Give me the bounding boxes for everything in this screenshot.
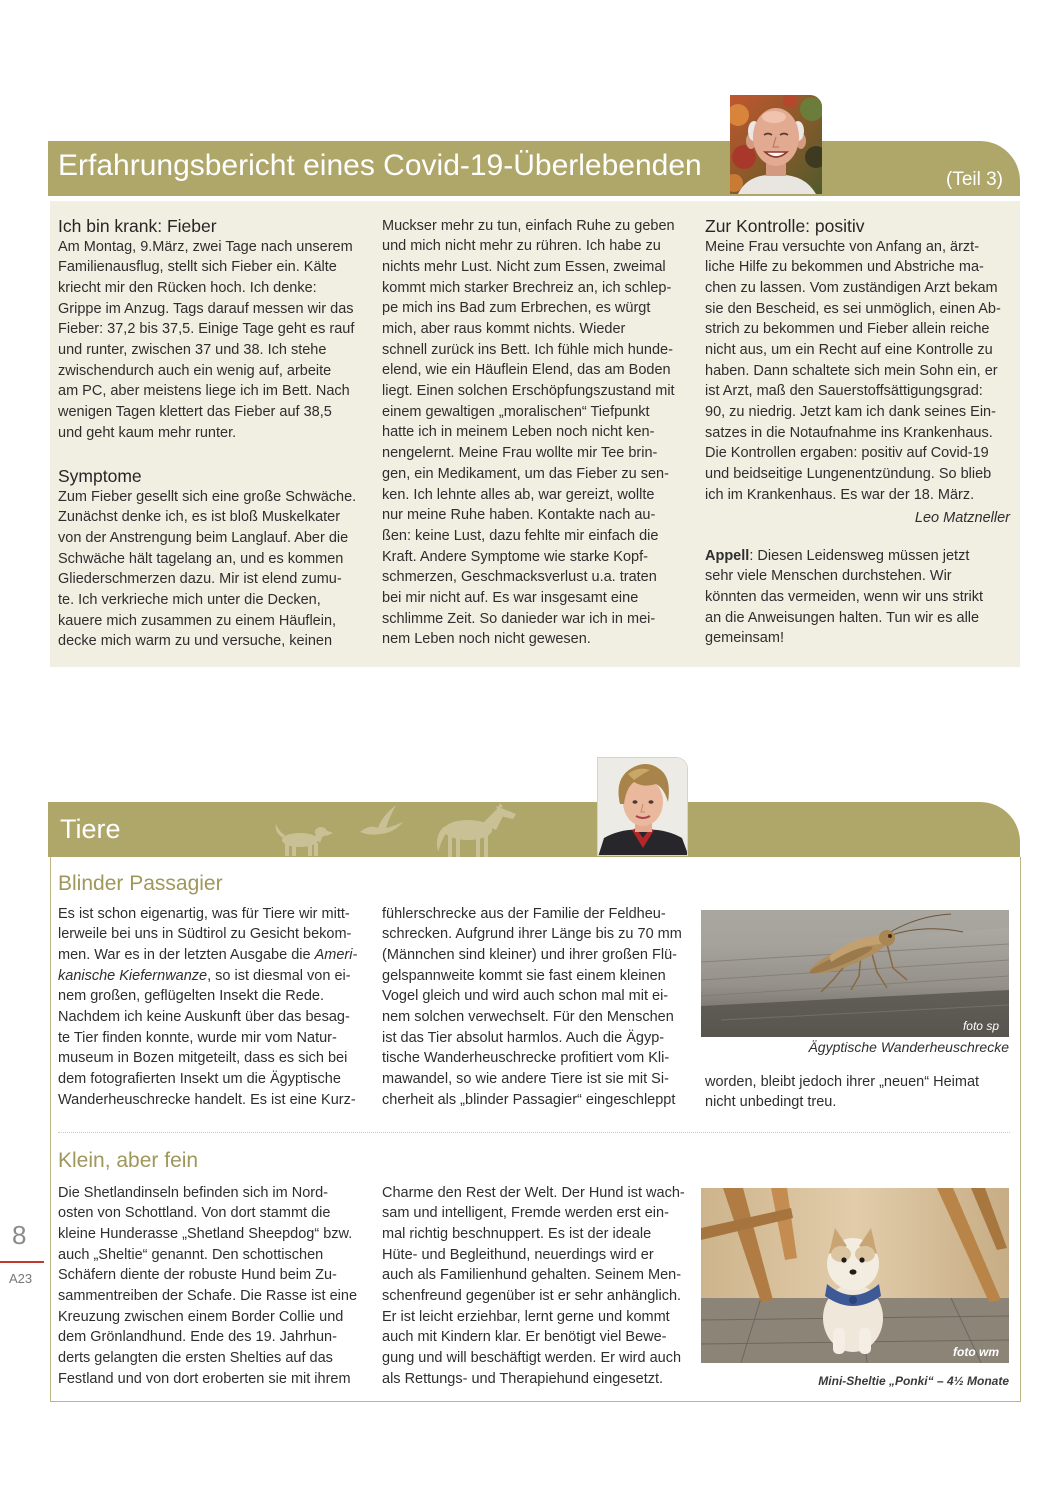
text-line: nichts mehr Lust. Nicht zum Essen, zweimal <box>382 258 666 275</box>
text-line: pe mich ins Bad zum Erbrechen, es würgt <box>382 300 651 317</box>
text-line: einem gewaltigen „moralischen“ Tiefpunkt <box>382 403 650 420</box>
text-line: nicht aus, um ein Recht auf eine Kontrolle zu <box>705 341 993 358</box>
text-line: Es ist schon eigenartig, was für Tiere wir mitt- <box>58 905 350 922</box>
text-line: Kreuzung zwischen einem Border Collie und <box>58 1308 344 1325</box>
text-line: mawandel, so wie andere Tiere ist sie mit Si- <box>382 1071 669 1087</box>
paragraph-symptoms <box>58 487 363 653</box>
text-line: und geht kaum mehr runter. <box>58 424 237 441</box>
text-line: mal richtig beschnuppert. Es ist der ideale <box>382 1225 652 1242</box>
article-heading-small-but-fine: Klein, aber fein <box>58 1149 199 1172</box>
text-line: mich, aber raus kommt nichts. Wieder <box>382 321 626 338</box>
text-line <box>58 945 363 966</box>
text-line: kommt mich starker Brechreiz an, ich schlep- <box>382 279 672 296</box>
photo-caption-sheltie: Mini-Sheltie „Ponki“ – 4½ Monate <box>818 1374 1009 1388</box>
text-line: Fieber: 37,2 bis 37,5. Einige Tage geht es rauf <box>58 321 355 338</box>
italic-text: kanische Kiefernwanze <box>58 967 208 984</box>
sheltie-puppy-photo <box>701 1188 1009 1363</box>
photo-credit: foto sp <box>962 1019 999 1033</box>
text-line: elend, wie ein Häuflein Elend, das am Boden <box>382 362 671 379</box>
text-line: lerweile bei uns in Südtirol zu Gesicht bekom- <box>58 926 352 943</box>
text-line: Am Montag, 9.März, zwei Tage nach unserem <box>58 238 353 255</box>
text-line: nem großen, geflügelten Insekt die Rede. <box>58 988 324 1005</box>
text-line: Hüte- und Begleithund, neuerdings wird er <box>382 1246 654 1263</box>
covid-article-title: Erfahrungsbericht eines Covid-19-Überlebenden <box>58 149 702 182</box>
text-line: decke mich warm zu und versuche, keinen <box>58 633 333 650</box>
text-line: hatte ich in meinem Leben noch nicht ken- <box>382 424 655 441</box>
text-line: ken. Ich lehnte alles ab, war gereizt, wollte <box>382 486 655 503</box>
text-line: dem Grönlandhund. Ende des 19. Jahrhun- <box>58 1329 337 1346</box>
text-line: Meine Frau versuchte von Anfang an, ärzt- <box>705 238 980 255</box>
section-heading-fever: Ich bin krank: Fieber <box>58 215 217 236</box>
text-line: Die Kontrollen ergaben: positiv auf Covid-19 <box>705 445 989 462</box>
paragraph-grasshopper-2 <box>382 904 687 1111</box>
text-line: Zunächst denke ich, es ist bloß Muskelkater <box>58 509 341 526</box>
section-heading-symptoms: Symptome <box>58 465 142 486</box>
article-separator <box>58 1132 1010 1133</box>
paragraph-grasshopper-1 <box>58 904 363 1111</box>
author-signature: Leo Matzneller <box>914 509 1010 526</box>
text-line: chen zu lassen. Vom zuständigen Arzt bekam <box>705 279 998 296</box>
text-line: nicht unbedingt treu. <box>705 1094 837 1111</box>
text-line: schrecken. Aufgrund ihrer Länge bis zu 70 mm <box>382 926 682 943</box>
text-line: sehr viele Menschen durchstehen. Wir <box>705 568 952 585</box>
text-line: wenigen Tagen klettert das Fieber auf 38,5 <box>58 404 332 420</box>
text-line: Schäfern diente der robuste Hund beim Zu- <box>58 1267 337 1284</box>
paragraph-fever <box>58 237 363 444</box>
text-line: Kraft. Andere Symptome wie starke Kopf- <box>382 548 648 565</box>
text-line: nem Leben noch nicht gewesen. <box>382 631 591 648</box>
text-line: ich im Krankenhaus. Es war der 18. März. <box>705 486 975 503</box>
animal-silhouettes-decoration <box>270 802 530 857</box>
text-line: gen, ein Medikament, um das Fieber zu sen- <box>382 465 669 482</box>
text-line: dem fotografierten Insekt um die Ägyptische <box>58 1071 341 1087</box>
text-line: Die Shetlandinseln befinden sich im Nord- <box>58 1184 329 1201</box>
text-line: fühlerschrecke aus der Familie der Feldheu- <box>382 905 666 922</box>
text-line: schnell zurück ins Bett. Ich fühle mich hunde- <box>382 341 673 358</box>
text-line: gung und will beschäftigt werden. Er wird auch <box>382 1350 682 1366</box>
text-line: von der Anstrengung beim Langlauf. Aber die <box>58 529 349 546</box>
text-line: auch mit Kindern klar. Er benötigt viel Bewe- <box>382 1329 667 1346</box>
grasshopper-image <box>701 910 1009 1037</box>
section-heading-test: Zur Kontrolle: positiv <box>705 215 865 236</box>
text-line: Muckser mehr zu tun, einfach Ruhe zu geben <box>382 217 675 234</box>
text-line: Grippe im Anzug. Tags darauf messen wir das <box>58 300 354 317</box>
text-segment: men. War es in der letzten Ausgabe die <box>58 946 315 963</box>
text-line: am PC, aber meistens liege ich im Bett. Nach <box>58 383 350 400</box>
paragraph-appeal <box>705 546 1010 649</box>
text-line: bei mir nicht auf. Es war insgesamt eine <box>382 589 639 606</box>
text-line: Er ist leicht erziehbar, lernt gerne und kommt <box>382 1308 670 1325</box>
text-line: kleine Hunderasse „Shetland Sheepdog“ bzw. <box>58 1225 353 1242</box>
page-number: 8 <box>12 1220 27 1250</box>
text-line: Festland und von dort eroberten sie mit ihrem <box>58 1370 351 1387</box>
text-line: könnten das vermeiden, wenn wir uns strikt <box>705 588 984 605</box>
text-line: und mich nicht mehr zu rühren. Ich habe zu <box>382 238 661 255</box>
text-line: schlimme Zeit. So danieder war ich in mei- <box>382 610 656 627</box>
horse-silhouette-icon <box>437 803 516 857</box>
text-line: sam und intelligent, Fremde werden erst ein- <box>382 1205 669 1222</box>
text-line: schenfreund gegenüber ist er sehr anhänglich. <box>382 1287 682 1304</box>
paragraph-test <box>705 237 1010 506</box>
bird-silhouette-icon <box>360 805 403 835</box>
page-marker-line <box>0 1261 44 1263</box>
text-line: Wanderheuschrecke handelt. Es ist eine Kurz- <box>58 1091 356 1108</box>
text-line: nengelernt. Meine Frau wollte mir Tee brin- <box>382 445 658 462</box>
animals-section-title: Tiere <box>60 814 121 844</box>
text-line: te Tier finden konnte, wurde mir vom Natur- <box>58 1029 337 1046</box>
text-line: ist das Tier absolut harmlos. Auch die Ägyp- <box>382 1029 665 1046</box>
paragraph-sheltie-1 <box>58 1183 363 1390</box>
text-line: und beidseitige Lungenentzündung. So blieb <box>705 466 992 483</box>
bold-text: Appell <box>705 547 750 564</box>
text-line: gemeinsam! <box>705 630 784 647</box>
text-line: museum in Bozen mitgeteilt, dass es sich bei <box>58 1050 348 1067</box>
article-part-label: (Teil 3) <box>946 169 1004 190</box>
text-line: nur meine Ruhe haben. Kontakte nach au- <box>382 507 656 524</box>
text-line: als Rettungs- und Therapiehund eingesetzt. <box>382 1370 664 1387</box>
animals-header-bar <box>48 802 1020 857</box>
photo-credit: foto wm <box>953 1345 999 1359</box>
text-line: sammentreiben der Schafe. Die Rasse ist eine <box>58 1287 358 1304</box>
text-line: 90, zu niedrig. Jetzt kam ich dank seines Ein- <box>705 404 996 420</box>
text-line: zwischendurch auch ein wenig auf, arbeite <box>58 362 332 379</box>
italic-text: Ameri- <box>314 946 358 963</box>
dog-silhouette-icon <box>276 824 333 856</box>
text-line: Familienausflug, stellt sich Fieber ein. Kälte <box>58 259 337 276</box>
author-portrait-photo <box>730 95 822 194</box>
paragraph-grasshopper-3 <box>705 1072 1010 1113</box>
text-line: auch „Sheltie“ genannt. Den schottischen <box>58 1246 324 1263</box>
sheltie-puppy-image <box>701 1188 1009 1363</box>
text-line: Schwäche hält tagelang an, und es kommen <box>58 550 344 567</box>
columnist-portrait-photo <box>597 757 688 856</box>
text-segment: : Diesen Leidensweg müssen jetzt <box>749 547 970 564</box>
text-line: sie den Bescheid, es sei unmöglich, einen Ab- <box>705 300 1001 317</box>
text-line: strich zu bekommen und Fieber allein reiche <box>705 321 990 338</box>
text-line: schmerzen, Geschmacksverlust u.a. traten <box>382 569 657 586</box>
text-line: liegt. Einen solchen Erschöpfungszustand mit <box>382 383 675 400</box>
text-line: te. Ich verkrieche mich unter die Decken, <box>58 591 321 608</box>
text-line: Vogel gleich und wird auch schon mal mit ei- <box>382 988 669 1005</box>
text-line: Gliederschmerzen dazu. Mir ist elend zumu- <box>58 571 342 588</box>
text-line: osten von Schottland. Von dort stammt die <box>58 1205 331 1222</box>
text-line: nem solchen verwechselt. Für den Menschen <box>382 1008 674 1025</box>
text-line: liche Hilfe zu bekommen und Abstriche ma- <box>705 259 984 276</box>
text-line: Zum Fieber gesellt sich eine große Schwäche. <box>58 488 357 505</box>
paragraph-sheltie-2 <box>382 1183 687 1390</box>
text-line: und runter, zwischen 37 und 38. Ich stehe <box>58 341 327 358</box>
edition-code: A23 <box>9 1271 33 1286</box>
text-line: haben. Dann schaltete sich mein Sohn ein, er <box>705 362 998 379</box>
text-line: ßen: keine Lust, dazu fehlte mir einfach die <box>382 527 659 544</box>
text-segment: , so ist diesmal von ei- <box>207 967 351 984</box>
grasshopper-photo <box>701 910 1009 1037</box>
text-line: kriecht mir den Rücken hoch. Ich denke: <box>58 279 317 296</box>
text-line: tische Wanderheuschrecke profitiert vom Kli- <box>382 1050 670 1067</box>
woman-portrait-image <box>598 758 688 856</box>
text-line: an die Anweisungen halten. Tun wir es alle <box>705 609 980 626</box>
text-line: satzes in die Notaufnahme ins Krankenhaus. <box>705 424 993 441</box>
text-line: auch als Familienhund gehalten. Seinem Men- <box>382 1267 682 1284</box>
paragraph-symptoms-continued <box>382 216 687 650</box>
text-line: worden, bleibt jedoch ihrer „neuen“ Heimat <box>705 1073 980 1090</box>
man-portrait-image <box>730 95 822 194</box>
text-line: Charme den Rest der Welt. Der Hund ist wach- <box>382 1184 685 1201</box>
text-line <box>705 546 1010 567</box>
text-line: kauere mich zusammen zu einem Häuflein, <box>58 612 337 629</box>
text-line: Nachdem ich keine Auskunft über das besag- <box>58 1008 350 1025</box>
text-line: ist Arzt, maß den Sauerstoffsättigungsgrad: <box>705 383 983 400</box>
text-line: (Männchen sind kleiner) und ihrer großen Flü- <box>382 946 677 963</box>
article-heading-blind-passenger: Blinder Passagier <box>58 872 223 895</box>
photo-caption-grasshopper: Ägyptische Wanderheuschrecke <box>808 1039 1009 1055</box>
text-line: cherheit als „blinder Passagier“ eingeschleppt <box>382 1091 676 1108</box>
text-line: gelspannweite kommt sie fast einem kleinen <box>382 967 666 984</box>
text-line: derts gelangten die ersten Shelties auf das <box>58 1350 333 1366</box>
text-line <box>58 966 363 987</box>
